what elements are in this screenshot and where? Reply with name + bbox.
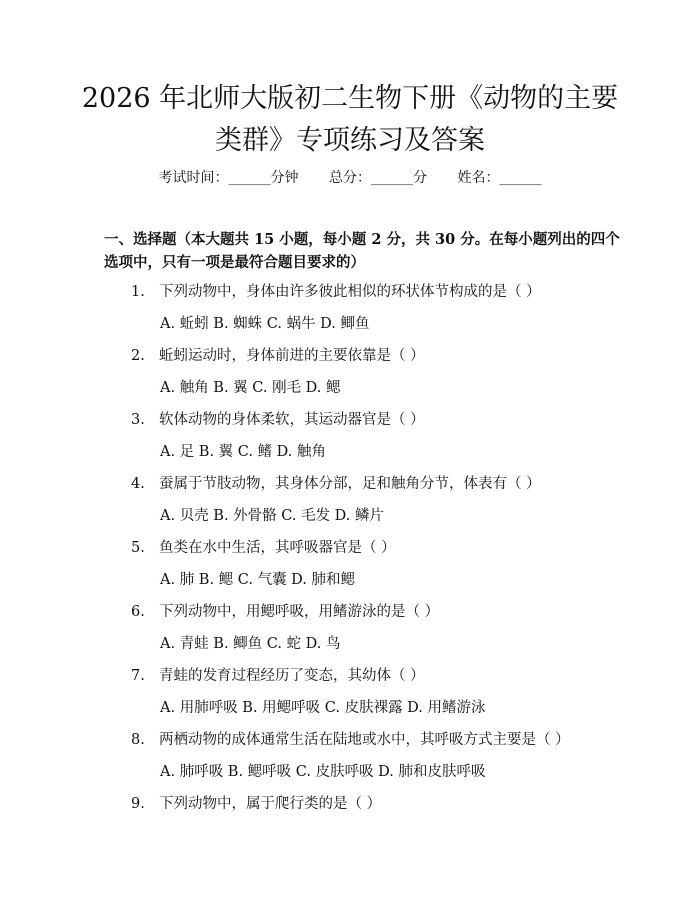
question-text: 蚕属于节肢动物，其身体分部，足和触角分节，体表有（ ） bbox=[159, 476, 541, 492]
question-9 bbox=[131, 794, 381, 814]
question-number: 6. bbox=[131, 604, 145, 620]
total-score-field: 总分：______分 bbox=[329, 170, 427, 186]
question-number: 9. bbox=[131, 796, 145, 812]
question-8 bbox=[131, 730, 570, 750]
question-number: 5. bbox=[131, 540, 145, 556]
question-4-options: A. 贝壳 B. 外骨骼 C. 毛发 D. 鳞片 bbox=[160, 508, 385, 524]
question-text: 软体动物的身体柔软，其运动器官是（ ） bbox=[159, 412, 425, 428]
question-2-options: A. 触角 B. 翼 C. 刚毛 D. 鳃 bbox=[160, 380, 341, 396]
title-line-1: 2026 年北师大版初二生物下册《动物的主要 bbox=[81, 83, 619, 114]
question-6 bbox=[131, 602, 439, 622]
question-8-options: A. 肺呼吸 B. 鳃呼吸 C. 皮肤呼吸 D. 肺和皮肤呼吸 bbox=[160, 764, 486, 780]
question-7 bbox=[131, 666, 425, 686]
question-3 bbox=[131, 410, 425, 430]
question-text: 下列动物中，用鳃呼吸，用鳍游泳的是（ ） bbox=[159, 604, 440, 620]
page-title bbox=[70, 78, 630, 162]
question-4 bbox=[131, 474, 541, 494]
question-5-options: A. 肺 B. 鳃 C. 气囊 D. 肺和鳃 bbox=[160, 572, 356, 588]
section-heading: 一、选择题（本大题共 15 小题，每小题 2 分，共 30 分。在每小题列出的四个选项中，只有一项是最符合题目要求的） bbox=[104, 231, 620, 271]
question-text: 鱼类在水中生活，其呼吸器官是（ ） bbox=[159, 540, 396, 556]
exam-time-field: 考试时间：______分钟 bbox=[158, 170, 299, 186]
question-text: 下列动物中，身体由许多彼此相似的环状体节构成的是（ ） bbox=[159, 284, 541, 300]
question-text: 青蛙的发育过程经历了变态，其幼体（ ） bbox=[159, 668, 425, 684]
student-name-field: 姓名：______ bbox=[457, 170, 542, 186]
question-2 bbox=[131, 346, 425, 366]
question-7-options: A. 用肺呼吸 B. 用鳃呼吸 C. 皮肤裸露 D. 用鳍游泳 bbox=[160, 700, 486, 716]
question-number: 1. bbox=[131, 284, 145, 300]
question-number: 4. bbox=[131, 476, 145, 492]
question-1-options: A. 蚯蚓 B. 蜘蛛 C. 蜗牛 D. 鲫鱼 bbox=[160, 316, 370, 332]
question-1 bbox=[131, 282, 541, 302]
exam-meta bbox=[0, 168, 700, 188]
question-number: 3. bbox=[131, 412, 145, 428]
question-number: 8. bbox=[131, 732, 145, 748]
question-5 bbox=[131, 538, 396, 558]
question-number: 2. bbox=[131, 348, 145, 364]
question-text: 下列动物中，属于爬行类的是（ ） bbox=[159, 796, 382, 812]
question-number: 7. bbox=[131, 668, 145, 684]
title-line-2: 类群》专项练习及答案 bbox=[215, 125, 485, 156]
question-3-options: A. 足 B. 翼 C. 鳍 D. 触角 bbox=[160, 444, 327, 460]
question-6-options: A. 青蛙 B. 鲫鱼 C. 蛇 D. 鸟 bbox=[160, 636, 341, 652]
question-text: 两栖动物的成体通常生活在陆地或水中，其呼吸方式主要是（ ） bbox=[159, 732, 570, 748]
question-text: 蚯蚓运动时，身体前进的主要依靠是（ ） bbox=[159, 348, 425, 364]
